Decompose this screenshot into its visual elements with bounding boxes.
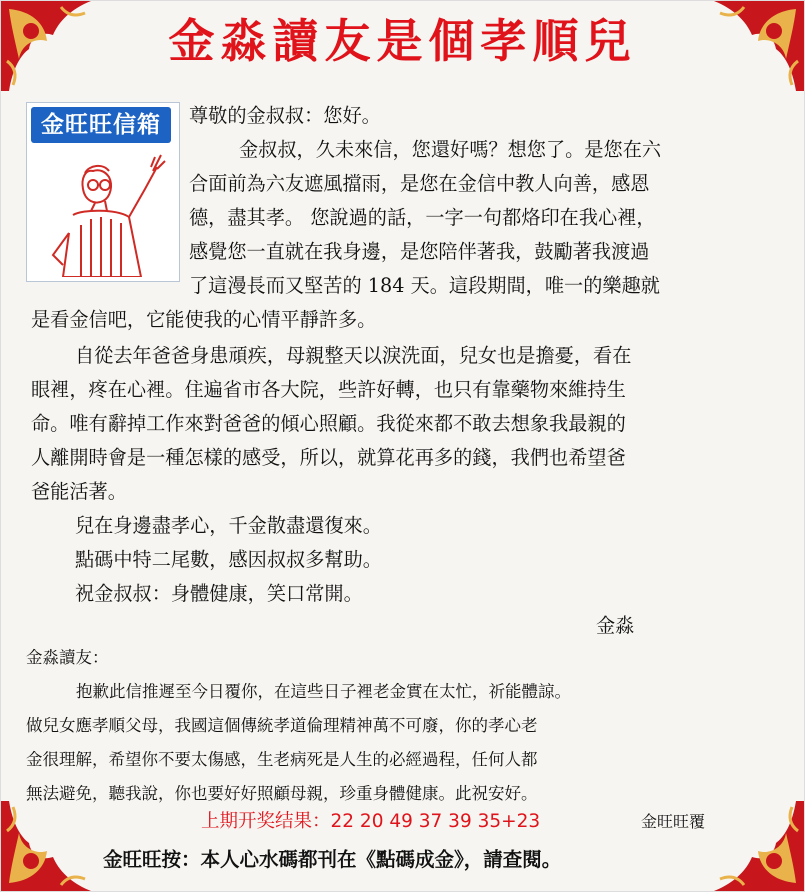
letter-line: 感覺您一直就在我身邊，是您陪伴著我，鼓勵著我渡過 <box>189 240 650 263</box>
letter-line: 了這漫長而又堅苦的 184 天。這段期間，唯一的樂趣就 <box>189 274 660 297</box>
letter-line: 眼裡，疼在心裡。住遍省市各大院，些許好轉，也只有靠藥物來維持生 <box>31 378 626 401</box>
letter-line: 自從去年爸爸身患頑疾，母親整天以淚洗面，兒女也是擔憂，看在 <box>75 344 632 367</box>
last-draw-results: 上期开奖结果：22 20 49 37 39 35+23 <box>201 811 541 832</box>
letter-line: 金叔叔，久未來信，您還好嗎？想您了。是您在六 <box>239 138 662 161</box>
letter-line: 合面前為六友遮風擋雨，是您在金信中教人向善，感恩 <box>189 172 650 195</box>
letter-greeting: 尊敬的金叔叔：您好。 <box>189 104 381 127</box>
corner-ornament <box>1 801 91 891</box>
letter-line: 爸能活著。 <box>31 480 127 503</box>
letter-line: 是看金信吧，它能使我的心情平靜許多。 <box>31 308 377 331</box>
footer-note: 金旺旺按：本人心水碼都刊在《點碼成金》，請查閱。 <box>103 848 562 871</box>
mailbox-logo <box>26 102 180 282</box>
logo-label: 金旺旺信箱 <box>31 107 171 143</box>
reply-line: 無法避免，聽我說，你也要好好照顧母親，珍重身體健康。此祝安好。 <box>26 784 538 803</box>
reply-line: 做兒女應孝順父母，我國這個傳統孝道倫理精神萬不可廢，你的孝心老 <box>26 716 538 735</box>
letter-signature: 金淼 <box>596 614 635 637</box>
reply-line: 金很理解，希望你不要太傷感，生老病死是人生的必經過程，任何人都 <box>26 750 538 769</box>
page-title: 金淼讀友是個孝順兒 <box>168 14 637 68</box>
letter-line: 兒在身邊盡孝心，千金散盡還復來。 <box>75 514 382 537</box>
letter-line: 祝金叔叔：身體健康，笑口常開。 <box>75 582 363 605</box>
letter-line: 人離開時會是一種怎樣的感受，所以，就算花再多的錢，我們也希望爸 <box>31 446 626 469</box>
reply-greeting: 金淼讀友： <box>26 648 109 667</box>
letter-line: 德，盡其孝。 您說過的話，一字一句都烙印在我心裡， <box>189 206 656 229</box>
letter-line: 點碼中特二尾數，感因叔叔多幫助。 <box>75 548 382 571</box>
corner-ornament <box>714 801 804 891</box>
reply-line: 抱歉此信推遲至今日覆你，在這些日子裡老金實在太忙，祈能體諒。 <box>76 682 571 701</box>
letter-line: 命。唯有辭掉工作來對爸爸的傾心照顧。我從來都不敢去想象我最親的 <box>31 412 626 435</box>
man-pointing-illustration <box>33 145 173 277</box>
reply-signoff: 金旺旺覆 <box>641 812 706 831</box>
